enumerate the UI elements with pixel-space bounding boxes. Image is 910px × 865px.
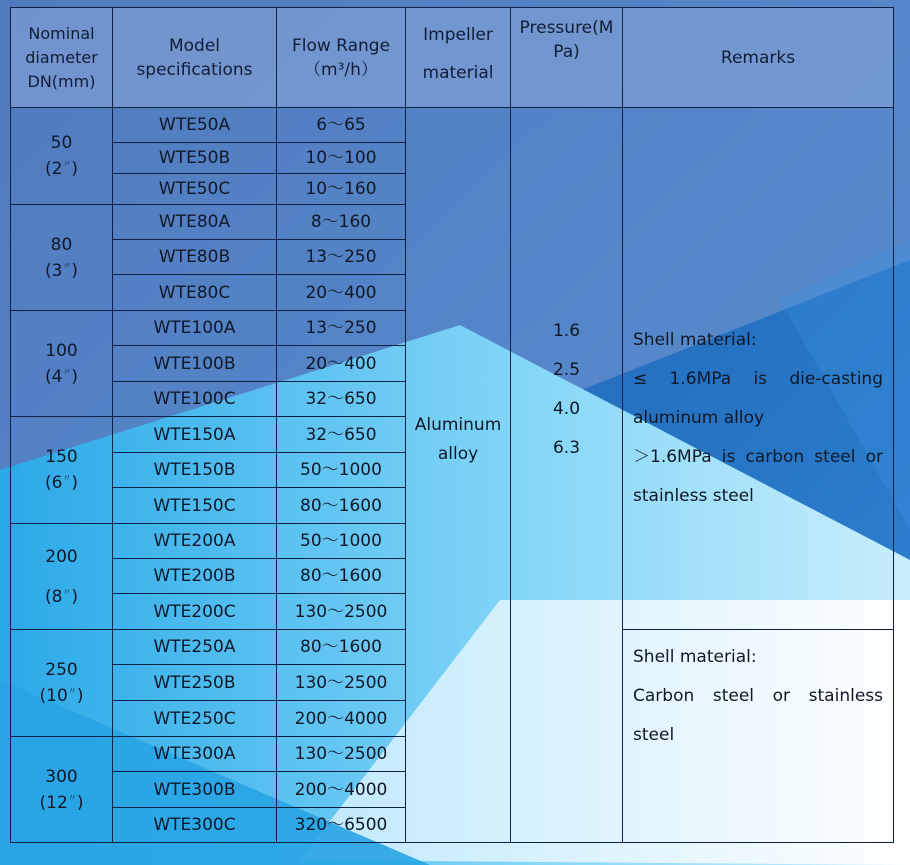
model-cell: WTE250A — [113, 630, 277, 665]
flow-cell: 6～65 — [277, 108, 406, 143]
dn-value: 80 — [50, 234, 73, 255]
inch-mark: 〃 — [62, 587, 72, 598]
header-row — [11, 8, 894, 108]
dn-inch — [11, 154, 112, 180]
flow-cell: 200～4000 — [277, 701, 406, 737]
header-pressure-line2: Pa) — [553, 42, 580, 62]
pressure-value: 6.3 — [552, 438, 581, 458]
dn-inch-open: (3 — [44, 260, 63, 281]
flow-cell: 20～400 — [277, 346, 406, 382]
remarks-cell-steel — [623, 630, 894, 843]
dn-value: 250 — [45, 660, 78, 680]
inch-mark: 〃 — [62, 474, 72, 484]
dn-value: 200 — [45, 546, 78, 567]
model-cell: WTE50C — [113, 174, 277, 205]
remarks-line: Carbon steel or stainless — [633, 686, 883, 706]
flow-cell: 80～1600 — [277, 559, 406, 594]
dn-inch-open: (4 — [44, 366, 63, 387]
header-flow-line2: （m³/h） — [304, 59, 378, 80]
model-cell: WTE100B — [113, 346, 277, 382]
dn-inch-open: (10 — [39, 686, 68, 706]
dn-value: 300 — [45, 766, 78, 787]
model-cell: WTE300B — [113, 772, 277, 808]
table-body — [11, 108, 894, 843]
flow-cell: 80～1600 — [277, 488, 406, 524]
dn-inch — [11, 468, 112, 494]
dn-inch-close: ) — [71, 366, 79, 387]
inch-mark: 〃 — [62, 160, 72, 170]
model-cell: WTE300C — [113, 808, 277, 843]
header-impeller-line2: material — [422, 63, 494, 83]
nominal-diameter-cell — [11, 205, 113, 311]
flow-cell: 320～6500 — [277, 808, 406, 843]
model-cell: WTE50A — [113, 108, 277, 143]
flow-cell: 20～400 — [277, 275, 406, 311]
flow-cell: 50～1000 — [277, 524, 406, 559]
inch-mark: 〃 — [62, 261, 72, 272]
model-cell: WTE300A — [113, 737, 277, 772]
spec-table — [10, 7, 894, 843]
dn-inch-close: ) — [71, 159, 79, 179]
flow-cell: 200～4000 — [277, 772, 406, 808]
remarks-line: ＞1.6MPa is carbon steel or — [633, 447, 883, 467]
header-impeller — [406, 8, 511, 108]
remarks-line: aluminum alloy — [633, 408, 765, 428]
nominal-diameter-cell — [11, 524, 113, 630]
flow-cell: 50～1000 — [277, 453, 406, 488]
dn-value: 50 — [50, 133, 73, 153]
nominal-diameter-cell — [11, 417, 113, 524]
flow-cell: 130～2500 — [277, 737, 406, 772]
flow-cell: 10～160 — [277, 174, 406, 205]
header-dn-line2: diameter — [25, 47, 98, 67]
flow-cell: 130～2500 — [277, 665, 406, 701]
inch-mark: 〃 — [67, 687, 77, 697]
pressure-value: 1.6 — [552, 321, 581, 341]
model-cell: WTE100A — [113, 311, 277, 346]
inch-mark: 〃 — [62, 367, 72, 378]
pressure-value: 4.0 — [552, 399, 581, 419]
model-cell: WTE80A — [113, 205, 277, 240]
dn-inch-close: ) — [71, 260, 79, 281]
remarks-line: ≤ 1.6MPa is die-casting — [633, 369, 883, 389]
impeller-line1: Aluminum — [414, 415, 502, 435]
header-model-label: Model specifications — [136, 35, 253, 80]
dn-value: 150 — [45, 447, 78, 467]
pressure-value: 2.5 — [552, 360, 581, 380]
model-cell: WTE150B — [113, 453, 277, 488]
header-remarks — [623, 8, 894, 108]
header-impeller-line1: Impeller — [423, 25, 493, 45]
flow-cell: 32～650 — [277, 417, 406, 453]
dn-inch-open: (12 — [39, 792, 68, 813]
model-cell: WTE250C — [113, 701, 277, 737]
dn-inch — [11, 582, 112, 608]
header-pressure — [511, 8, 623, 108]
dn-value: 100 — [45, 340, 78, 361]
nominal-diameter-cell — [11, 737, 113, 843]
nominal-diameter-cell — [11, 108, 113, 205]
model-cell: WTE80C — [113, 275, 277, 311]
header-flow-line1: Flow Range — [291, 35, 391, 56]
inch-mark: 〃 — [67, 793, 77, 804]
dn-inch — [11, 256, 112, 282]
dn-inch-close: ) — [76, 686, 84, 706]
dn-inch — [11, 681, 112, 707]
impeller-material-cell — [406, 108, 511, 843]
dn-inch-open: (6 — [44, 473, 63, 493]
header-remarks-label: Remarks — [720, 47, 796, 68]
model-cell: WTE200B — [113, 559, 277, 594]
flow-cell: 32～650 — [277, 382, 406, 417]
remarks-line: stainless steel — [633, 486, 754, 506]
dn-inch-close: ) — [71, 586, 79, 607]
model-cell: WTE150A — [113, 417, 277, 453]
nominal-diameter-cell — [11, 311, 113, 417]
model-cell: WTE250B — [113, 665, 277, 701]
pressure-cell — [511, 108, 623, 843]
model-cell: WTE200A — [113, 524, 277, 559]
dn-inch-close: ) — [76, 792, 84, 813]
dn-inch-close: ) — [71, 473, 79, 493]
flow-cell: 80～1600 — [277, 630, 406, 665]
model-cell: WTE100C — [113, 382, 277, 417]
model-cell: WTE200C — [113, 594, 277, 630]
header-dn-line3: DN(mm) — [27, 71, 96, 91]
model-cell: WTE80B — [113, 240, 277, 275]
table-row — [11, 108, 894, 143]
flow-cell: 10～100 — [277, 143, 406, 174]
header-model — [113, 8, 277, 108]
model-cell: WTE50B — [113, 143, 277, 174]
dn-inch — [11, 788, 112, 814]
header-nominal-diameter — [11, 8, 113, 108]
nominal-diameter-cell — [11, 630, 113, 737]
remarks-line: Shell material: — [633, 647, 757, 667]
impeller-line2: alloy — [437, 444, 479, 464]
model-cell: WTE150C — [113, 488, 277, 524]
dn-inch — [11, 362, 112, 388]
flow-cell: 8～160 — [277, 205, 406, 240]
header-dn-line1: Nominal — [28, 23, 95, 43]
flow-cell: 13～250 — [277, 240, 406, 275]
header-flow-range — [277, 8, 406, 108]
remarks-cell-aluminum — [623, 108, 894, 630]
header-pressure-line1: Pressure(M — [519, 18, 614, 38]
remarks-line: steel — [633, 725, 675, 745]
dn-inch-open: (2 — [44, 159, 63, 179]
remarks-line: Shell material: — [633, 330, 757, 350]
dn-inch-open: (8 — [44, 586, 63, 607]
flow-cell: 13～250 — [277, 311, 406, 346]
flow-cell: 130～2500 — [277, 594, 406, 630]
